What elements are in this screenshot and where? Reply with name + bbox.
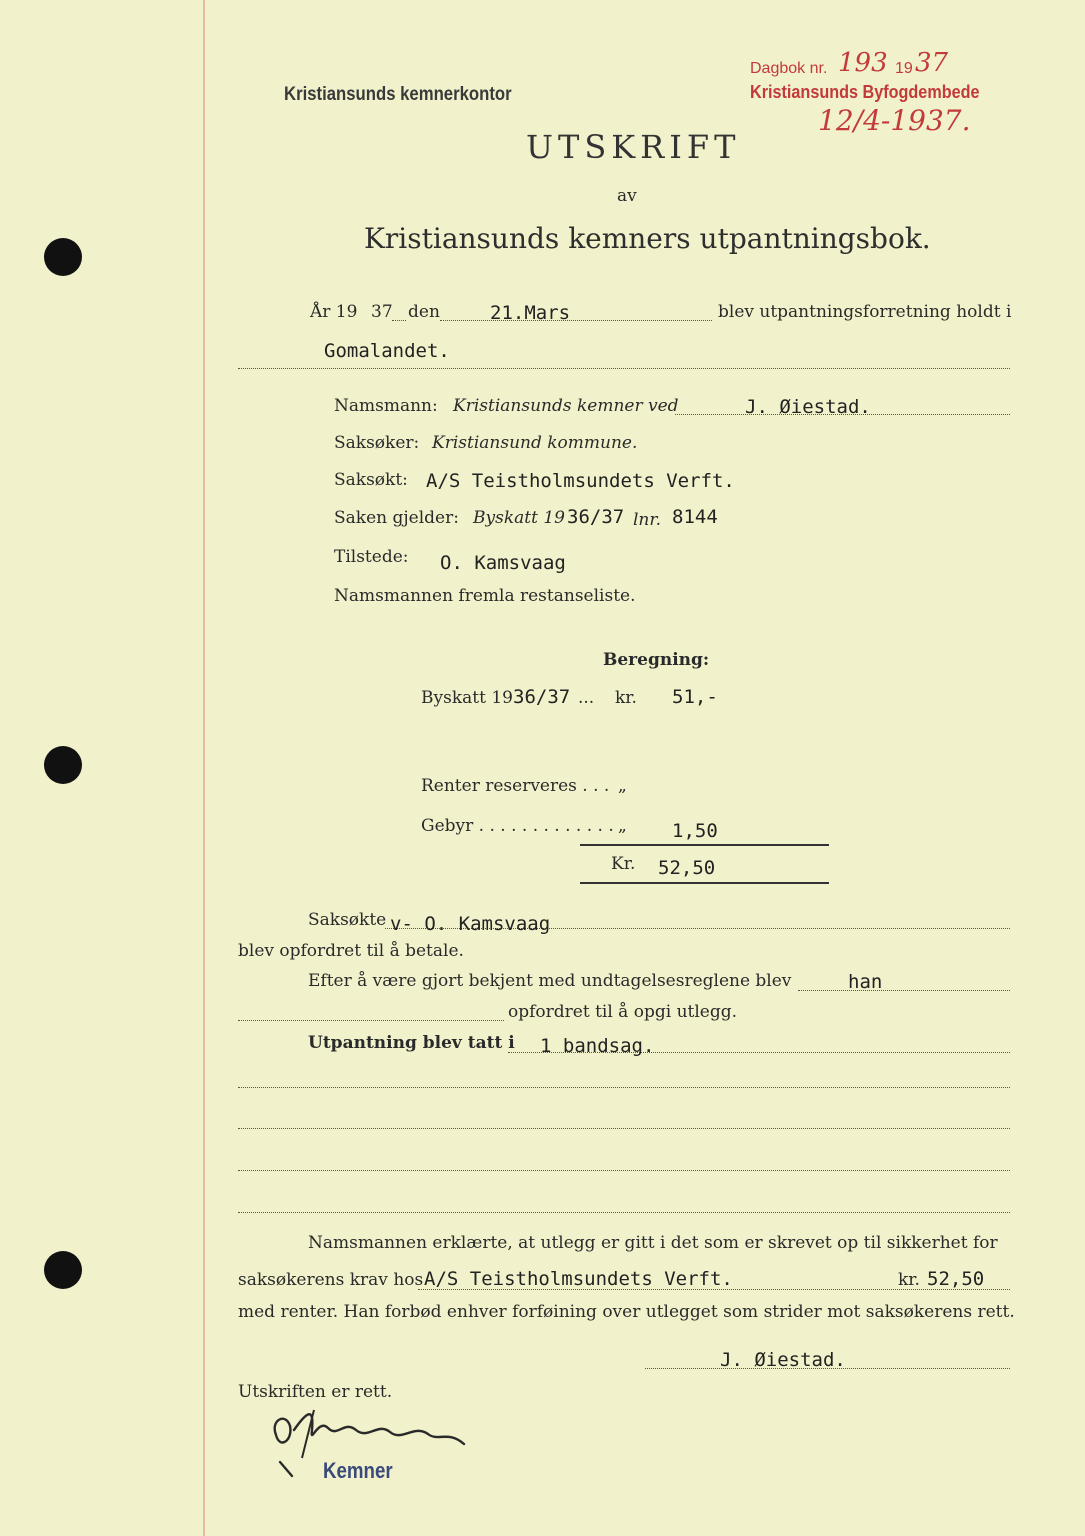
blank-line (238, 1170, 1010, 1171)
total-rule (580, 882, 829, 884)
tilstede-value: O. Kamsvaag (440, 552, 566, 574)
saksoker-value: Kristiansund kommune. (432, 433, 638, 453)
saksoker-label: Saksøker: (334, 433, 420, 453)
total-label: Kr. (611, 854, 636, 874)
byskatt-label: Byskatt 19 (421, 688, 513, 708)
year-value: 37 (371, 302, 393, 322)
kr-label: kr. (615, 688, 637, 708)
saksokt-value: A/S Teistholmsundets Verft. (426, 470, 735, 492)
book-title: Kristiansunds kemners utpantningsbok. (364, 222, 931, 255)
margin-line (203, 0, 205, 1536)
kemner-stamp: Kemner (323, 1458, 393, 1483)
office-stamp: Kristiansunds kemnerkontor (284, 84, 512, 105)
dagbok-number: 193 (838, 48, 888, 78)
punch-hole (44, 238, 82, 276)
ditto-mark: „ (618, 816, 627, 836)
utpantning-label: Utpantning blev tatt i (308, 1033, 515, 1053)
dotted-leader (392, 320, 406, 321)
title-sub: av (617, 186, 637, 206)
saken-lnr-value: 8144 (672, 506, 718, 528)
utskriften-text: Utskriften er rett. (238, 1382, 393, 1402)
declaration-amount: 52,50 (927, 1268, 985, 1290)
saken-lnr-label: lnr. (633, 510, 662, 530)
byskatt-dots: ... (578, 688, 595, 708)
declaration-debtor: A/S Teistholmsundets Verft. (424, 1268, 733, 1290)
namsmann-text: Kristiansunds kemner ved (453, 396, 679, 416)
saksokt-label: Saksøkt: (334, 470, 408, 490)
dotted-leader (238, 1020, 504, 1021)
blank-line (238, 1128, 1010, 1129)
namsmann-label: Namsmann: (334, 396, 438, 416)
byskatt-year: 36/37 (513, 686, 571, 708)
court-stamp: Kristiansunds Byfogdembede (750, 82, 980, 102)
total-amount: 52,50 (658, 857, 716, 879)
opgi-text: opfordret til å opgi utlegg. (508, 1002, 738, 1022)
signature-name: J. Øiestad. (720, 1349, 846, 1371)
place-value: Gomalandet. (324, 340, 450, 362)
punch-hole (44, 1251, 82, 1289)
declaration-line3: med renter. Han forbød enhver forføining over utlegget som strider mot saksøkerens rett. (238, 1302, 1015, 1322)
byskatt-amount: 51,- (672, 686, 718, 708)
saken-text: Byskatt 19 (473, 508, 565, 528)
dotted-leader (238, 368, 1010, 369)
dotted-leader (798, 990, 1010, 991)
declaration-line2-prefix: saksøkerens krav hos (238, 1270, 424, 1290)
page-title: UTSKRIFT (526, 128, 741, 166)
gebyr-label: Gebyr . . . . . . . . . . . . . (421, 816, 614, 836)
renter-label: Renter reserveres . . . (421, 776, 610, 796)
ditto-mark: „ (618, 776, 627, 796)
utpantning-value: 1 bandsag. (540, 1035, 655, 1057)
dagbok-year-prefix: 19 (895, 60, 913, 77)
date-value: 21.Mars (490, 302, 571, 324)
dotted-leader (440, 320, 712, 321)
opfordret-text: blev opfordret til å betale. (238, 941, 464, 961)
dagbok-label: Dagbok nr. (750, 60, 828, 77)
received-date: 12/4-1937. (818, 104, 971, 137)
han-value: han (848, 971, 883, 993)
calc-heading: Beregning: (603, 650, 710, 670)
saksokte-label: Saksøkte (308, 910, 387, 930)
declaration-line1: Namsmannen erklærte, at utlegg er gitt i det som er skrevet op til sikkerhet for (308, 1233, 998, 1253)
held-text: blev utpantningsforretning holdt i (718, 302, 1012, 322)
dagbok-year-suffix: 37 (915, 48, 949, 78)
tilstede-label: Tilstede: (334, 547, 409, 567)
saksokte-value: v- O. Kamsvaag (390, 913, 551, 935)
restanse-text: Namsmannen fremla restanseliste. (334, 586, 636, 606)
sum-rule (580, 844, 829, 846)
den-label: den (408, 302, 440, 322)
declaration-kr: kr. (898, 1270, 920, 1290)
saken-label: Saken gjelder: (334, 508, 459, 528)
blank-line (238, 1087, 1010, 1088)
gebyr-amount: 1,50 (672, 820, 718, 842)
namsmann-value: J. Øiestad. (745, 396, 871, 418)
saken-year: 36/37 (567, 506, 625, 528)
blank-line (238, 1212, 1010, 1213)
year-label: År 19 (310, 302, 358, 322)
efter-text: Efter å være gjort bekjent med undtagelsesreglene blev (308, 971, 792, 991)
punch-hole (44, 746, 82, 784)
